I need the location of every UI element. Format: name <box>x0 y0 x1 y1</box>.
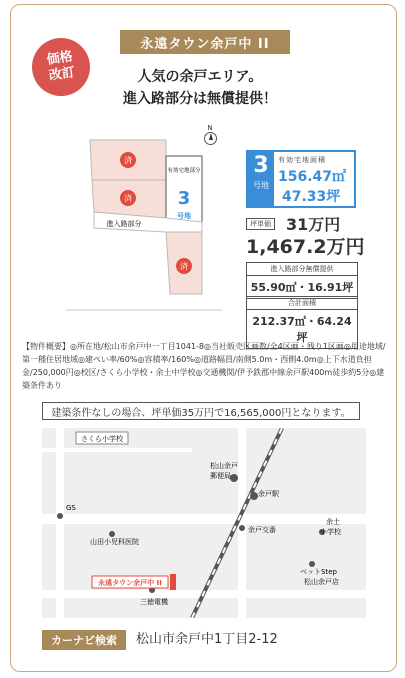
map-label-property: 永遠タウン余戸中 II <box>98 579 162 587</box>
total-area-title: 合計面積 <box>247 297 357 310</box>
map-label-electric: 三徳電機 <box>140 598 168 606</box>
road-area-title: 進入路部分無償提供 <box>247 263 357 276</box>
police-box-marker <box>239 525 245 531</box>
headline-line1: 人気の余戸エリア。 <box>137 69 263 85</box>
sold-text-1: 済 <box>124 156 132 165</box>
unit-price-label: 坪単価 <box>246 218 275 230</box>
notice-box: 建築条件なしの場合、坪単価35万円で16,565,000円となります。 <box>42 402 360 420</box>
sold-text-2: 済 <box>124 194 132 203</box>
north-label: N <box>207 124 213 132</box>
road-label: 進入路部分 <box>106 220 142 228</box>
gs-marker <box>57 513 63 519</box>
headline <box>100 66 300 110</box>
car-nav-address: 松山市余戸中1丁目2-12 <box>136 632 278 647</box>
car-nav-label: カーナビ検索 <box>42 630 126 650</box>
store-marker <box>309 561 315 567</box>
badge-line2: 改訂 <box>48 65 76 84</box>
total-area-value: 212.37㎡・64.24坪 <box>252 315 352 344</box>
lot-number-tag <box>248 152 274 206</box>
road-area-box <box>246 262 358 299</box>
area-map <box>42 428 366 618</box>
area-tsubo: 47.33坪 <box>282 189 341 205</box>
lot3-number: 3 <box>177 188 191 209</box>
map-label-station: 余戸駅 <box>258 490 279 498</box>
map-label-post2: 郵便局 <box>210 472 231 480</box>
map-label-school2b: 小学校 <box>320 528 341 536</box>
lot-number: 3 <box>253 153 269 178</box>
map-label-school2a: 余土 <box>326 518 340 526</box>
road-area-value: 55.90㎡・16.91坪 <box>250 281 354 294</box>
area-m2: 156.47㎡ <box>278 169 347 185</box>
map-label-gs: GS <box>66 504 76 512</box>
area-map-svg <box>42 428 366 618</box>
lot3-label-bottom: 号地 <box>177 212 191 220</box>
page-title: 永遠タウン余戸中 II <box>120 30 290 54</box>
property-summary: 【物件概要】◎所在地/松山市余戸中一丁目1041-8◎当社販売区画数/全4区画・残り1区画◎用途地域/第一種住居地域◎建ぺい率/60%◎容積率/160%◎道路幅員/南側5.0m・西側4.0m◎上下水道負担金/250,000円◎校区/さくら小学校・余土中学校◎交通機関/伊予鉄郡中線余戸駅400m徒歩約5分◎建築条件あり <box>22 342 386 390</box>
sold-text-3: 済 <box>180 262 188 271</box>
north-arrow-icon <box>202 124 218 146</box>
map-label-post1: 松山余戸 <box>210 462 238 470</box>
total-price: 1,467.2万円 <box>246 236 365 258</box>
property-marker <box>170 574 176 590</box>
area-box <box>246 150 356 208</box>
post-office-marker <box>230 474 238 482</box>
clinic-marker <box>109 531 115 537</box>
lot-map <box>66 126 222 316</box>
lot-suffix: 号地 <box>253 181 269 190</box>
map-label-intersection: 余戸交番 <box>248 526 276 534</box>
map-label-store2: 松山余戸店 <box>304 578 339 586</box>
map-label-clinic: 山田小児科医院 <box>90 538 139 546</box>
unit-price: 31万円 <box>286 215 341 234</box>
lot3-label-top: 有効宅地部分 <box>167 168 201 174</box>
headline-line2: 進入路部分は無償提供！ <box>123 91 277 107</box>
badge-line1: 価格 <box>45 49 74 68</box>
map-label-school1: さくら小学校 <box>81 435 123 443</box>
station-marker <box>250 492 258 500</box>
map-label-store1: ベットStep <box>300 568 337 576</box>
area-title: 有効宅地面積 <box>278 156 326 164</box>
